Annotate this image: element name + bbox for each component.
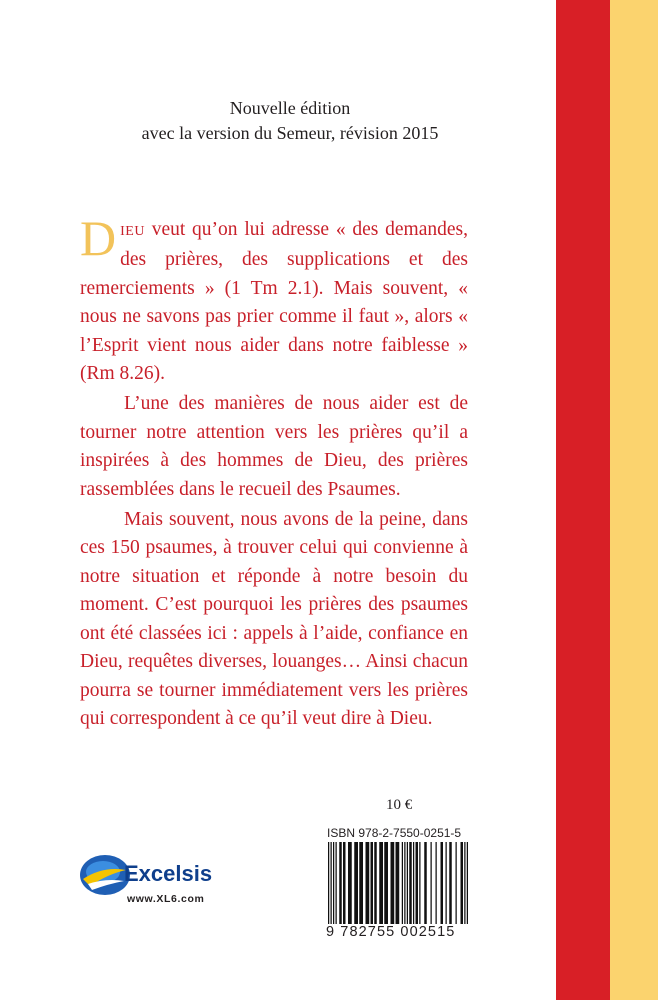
- barcode-bar: [402, 842, 403, 924]
- barcode-bar: [379, 842, 383, 924]
- barcode-bar: [431, 842, 432, 924]
- publisher-url[interactable]: www.XL6.com: [127, 893, 205, 905]
- publisher-name: Excelsis: [124, 861, 213, 886]
- isbn-label: ISBN 978-2-7550-0251-5: [327, 826, 462, 840]
- barcode-bar: [407, 842, 408, 924]
- barcode-bar: [436, 842, 437, 924]
- price: 10 €: [386, 797, 413, 813]
- barcode-bar: [331, 842, 332, 924]
- barcode-bar: [348, 842, 352, 924]
- barcode-bar: [441, 842, 444, 924]
- barcode-bar: [374, 842, 377, 924]
- barcode-bar: [384, 842, 388, 924]
- barcode-bar: [396, 842, 400, 924]
- barcode-bar: [409, 842, 412, 924]
- barcode-bar: [333, 842, 334, 924]
- barcode-bar: [404, 842, 405, 924]
- barcode-bar: [354, 842, 358, 924]
- barcode-bar: [467, 842, 468, 924]
- barcode-bar: [446, 842, 447, 924]
- barcode-bar: [366, 842, 370, 924]
- barcode-bar: [464, 842, 465, 924]
- barcode-bar: [371, 842, 374, 924]
- barcode-bar: [339, 842, 342, 924]
- blurb-paragraph-1: [80, 210, 468, 388]
- blurb-paragraph-1-text: veut qu’on lui adresse « des demandes, des prières, des supplications et des remerciements » (1 Tm 2.1). Mais souvent, « nous ne savons pas prier comme il faut », alors « l’Esprit vient nous aider dans notre faiblesse » (Rm 8.26).: [80, 219, 468, 385]
- blurb-paragraph-2: L’une des manières de nous aider est de tourner notre attention vers les prières qu’il a inspirées à des hommes de Dieu, des prières rassemblées dans le recueil des Psaumes.: [80, 393, 468, 500]
- drop-cap: D: [80, 210, 117, 266]
- blurb: [80, 210, 468, 735]
- barcode-bar: [424, 842, 427, 924]
- yellow-stripe: [610, 0, 658, 1000]
- barcode-bar: [419, 842, 420, 924]
- edition-line-1: Nouvelle édition: [229, 98, 351, 118]
- barcode-bar: [391, 842, 395, 924]
- barcode-bar: [359, 842, 363, 924]
- edition-line-2: avec la version du Semeur, révision 2015: [141, 123, 439, 143]
- barcode-bar: [343, 842, 346, 924]
- barcode: [326, 842, 501, 924]
- barcode-bar: [328, 842, 329, 924]
- barcode-bar: [413, 842, 414, 924]
- blurb-paragraph-3: Mais souvent, nous avons de la peine, dans ces 150 psaumes, à trouver celui qui convienne à notre situation et réponde à notre besoin du moment. C’est pourquoi les prières des psaumes ont été classées ici : appels à l’aide, confiance en Dieu, requêtes diverses, louanges… Ainsi chacun pourra se tourner immédiatement vers les prières qui correspondent à ce qu’il veut dire à Dieu.: [80, 509, 468, 729]
- barcode-bar: [336, 842, 337, 924]
- barcode-bar: [416, 842, 419, 924]
- barcode-bar: [449, 842, 452, 924]
- red-stripe: [556, 0, 610, 1000]
- barcode-bar: [456, 842, 457, 924]
- barcode-digits: 9 782755 002515: [326, 924, 456, 940]
- small-caps-word: IEU: [120, 224, 145, 239]
- barcode-bar: [461, 842, 464, 924]
